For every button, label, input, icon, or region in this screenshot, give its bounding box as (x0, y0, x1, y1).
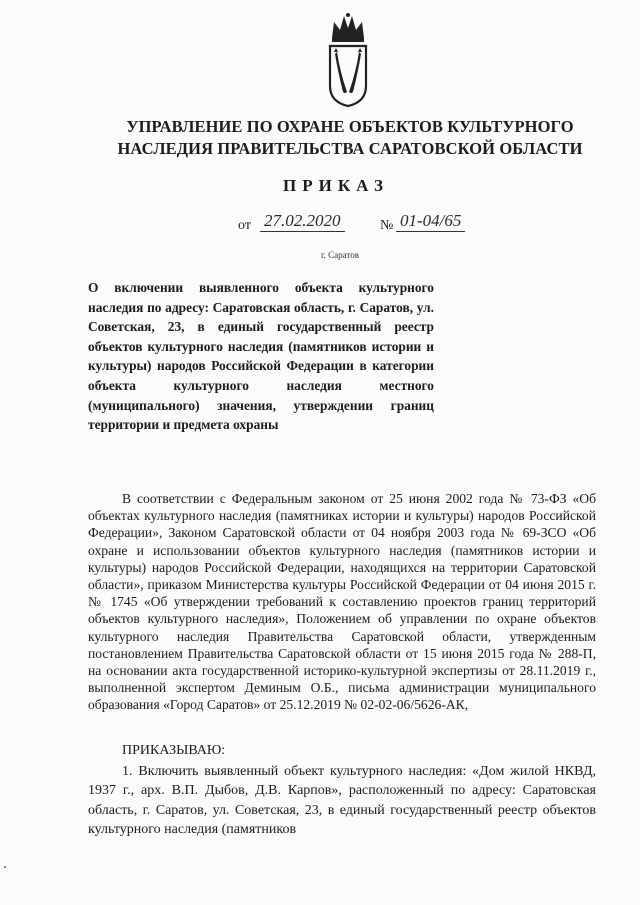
document-type-title: ПРИКАЗ (283, 176, 389, 195)
order-number: 01-04/65 (396, 212, 465, 232)
order-date-number (230, 212, 530, 238)
preamble-paragraph: В соответствии с Федеральным законом от 25 июня 2002 года № 73-ФЗ «Об объектах культурного наследия (памятниках истории и культуры) народов Российской Федерации», Законом Саратовской области от 04 ноября 2003 года № 69-ЗСО «Об охране и использовании объектов культурного наследия (памятников истории и культуры) народов Российской Федерации, находящихся на территории Саратовской области», приказом Министерства культуры Российской Федерации от 04 июня 2015 г. № 1745 «Об утверждении требований к составлению проектов границ территорий объектов культурного наследия», Положением об управлении по охране объектов культурного наследия Правительства Саратовской области, утвержденным постановлением Правительства Саратовской области от 15 июня 2015 года № 288-П, на основании акта государственной историко-культурной экспертизы от 28.11.2019 г., выполненной экспертом Деминым О.Б., письма администрации муниципального образования «Город Саратов» от 25.12.2019 № 02-02-06/5626-АК, (88, 491, 596, 713)
order-subject: О включении выявленного объекта культурного наследия по адресу: Саратовская область, г. Саратов, ул. Советская, 23, в единый государственный реестр объектов культурного наследия (памятников истории и культуры) народов Российской Федерации в категории объекта культурного наследия местного (муниципального) значения, утверждении границ территории и предмета охраны (88, 280, 434, 433)
issue-city: г. Саратов (321, 250, 359, 260)
preamble-text (88, 490, 596, 714)
number-prefix: № (380, 218, 394, 233)
decree-heading: ПРИКАЗЫВАЮ: (122, 743, 226, 758)
scan-speck (4, 866, 6, 868)
date-prefix: от (238, 218, 251, 233)
saratov-coat-of-arms-icon (326, 12, 370, 108)
order-item-1-text: 1. Включить выявленный объект культурного наследия: «Дом жилой НКВД, 1937 г., арх. В.П. Дыбов, Д.В. Карпов», расположенный по адресу: Саратовская область, г. Саратов, ул. Советская, 23, в единый государственный реестр объектов культурного наследия (памятников (88, 764, 596, 838)
order-item-1 (88, 762, 596, 840)
organization-header (100, 116, 600, 160)
organization-line-1: УПРАВЛЕНИЕ ПО ОХРАНЕ ОБЪЕКТОВ КУЛЬТУРНОГО (126, 117, 574, 136)
order-date: 27.02.2020 (260, 212, 345, 232)
organization-line-2: НАСЛЕДИЯ ПРАВИТЕЛЬСТВА САРАТОВСКОЙ ОБЛАСТИ (117, 139, 583, 158)
